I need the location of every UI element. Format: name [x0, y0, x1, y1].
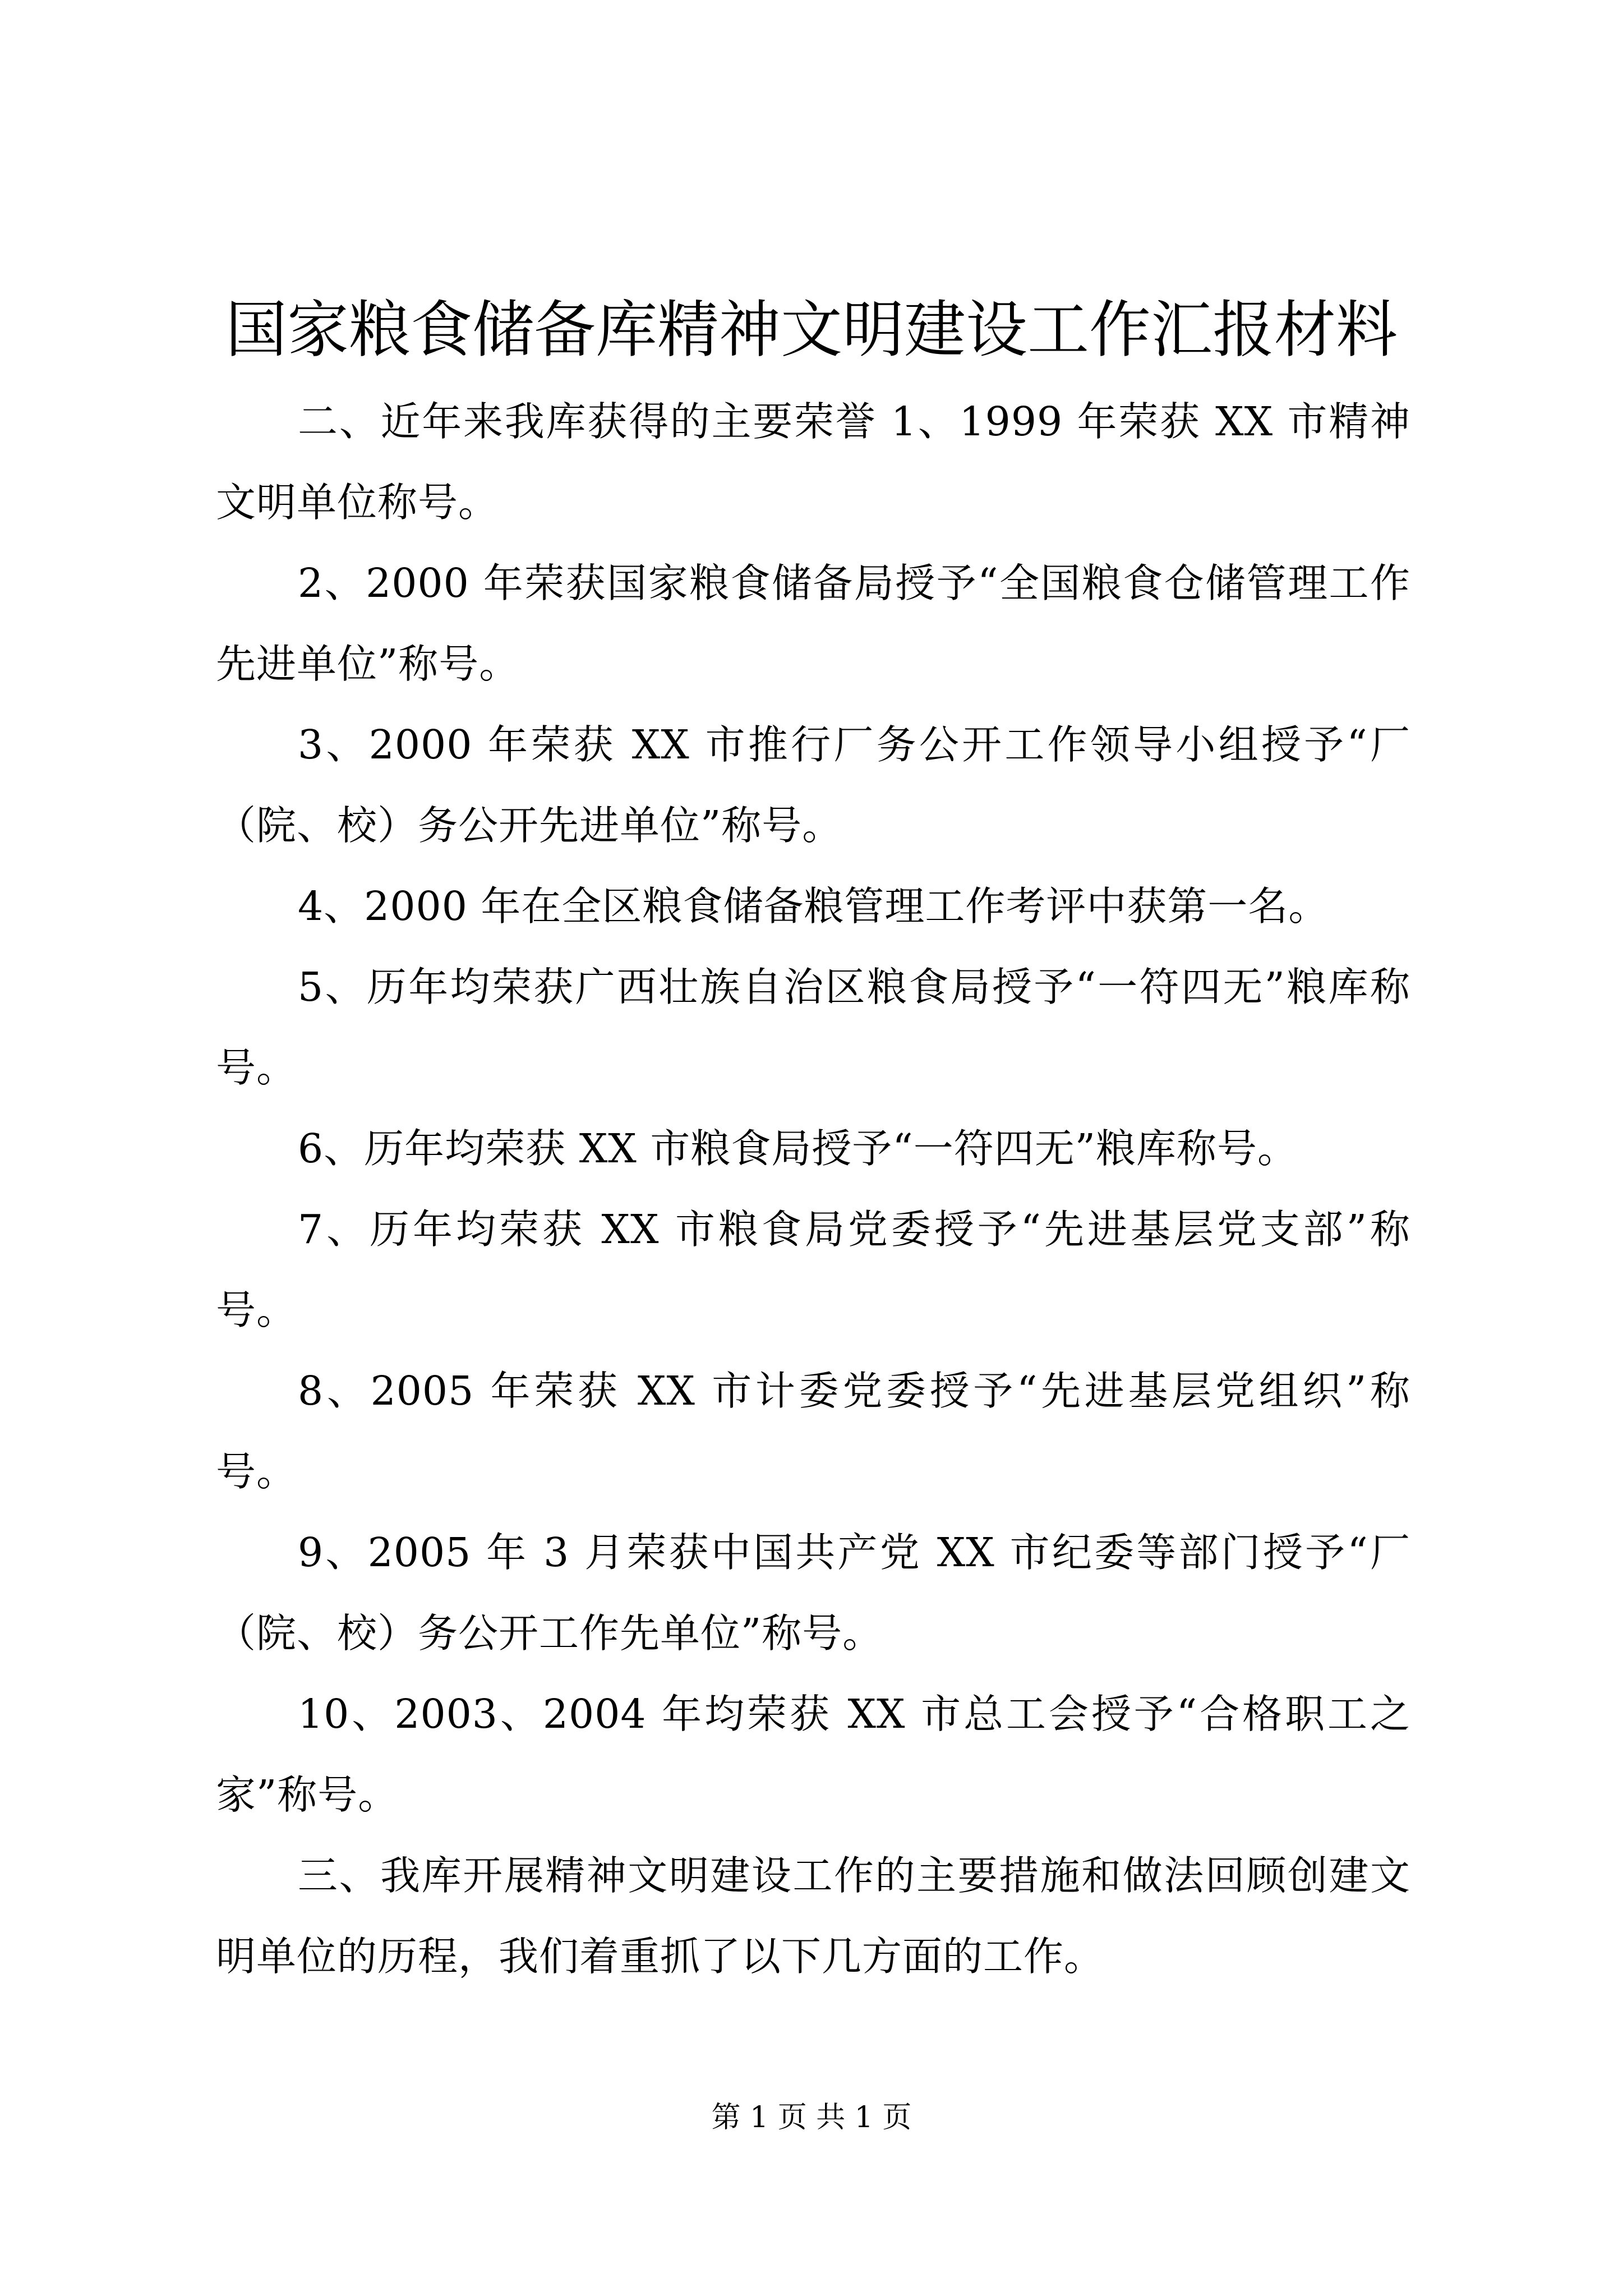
document-body	[216, 381, 1410, 1997]
paragraph-honor-8: 8、2005 年荣获 XX 市计委党委授予“先进基层党组织”称号。	[216, 1368, 1410, 1495]
paragraph-honor-6: 6、历年均荣获 XX 市粮食局授予“一符四无”粮库称号。	[298, 1125, 1298, 1172]
page-number-footer: 第 1 页 共 1 页	[711, 2101, 912, 2134]
document-title: 国家粮食储备库精神文明建设工作汇报材料	[225, 294, 1398, 366]
paragraph-honors-intro: 二、近年来我库获得的主要荣誉 1、1999 年荣获 XX 市精神文明单位称号。	[216, 398, 1410, 526]
paragraph-honor-5: 5、历年均荣获广西壮族自治区粮食局授予“一符四无”粮库称号。	[216, 964, 1410, 1091]
paragraph-section-three: 三、我库开展精神文明建设工作的主要措施和做法回顾创建文明单位的历程，我们着重抓了以下几方面的工作。	[216, 1852, 1410, 1980]
paragraph-honor-4: 4、2000 年在全区粮食储备粮管理工作考评中获第一名。	[298, 883, 1329, 930]
paragraph-honor-3: 3、2000 年荣获 XX 市推行厂务公开工作领导小组授予“厂（院、校）务公开先进单位”称号。	[216, 721, 1410, 849]
paragraph-honor-9: 9、2005 年 3 月荣获中国共产党 XX 市纪委等部门授予“厂（院、校）务公开工作先单位”称号。	[216, 1529, 1410, 1657]
paragraph-honor-2: 2、2000 年荣获国家粮食储备局授予“全国粮食仓储管理工作先进单位”称号。	[216, 560, 1410, 687]
paragraph-honor-10: 10、2003、2004 年均荣获 XX 市总工会授予“合格职工之家”称号。	[216, 1691, 1410, 1818]
paragraph-honor-7: 7、历年均荣获 XX 市粮食局党委授予“先进基层党支部”称号。	[216, 1206, 1410, 1333]
